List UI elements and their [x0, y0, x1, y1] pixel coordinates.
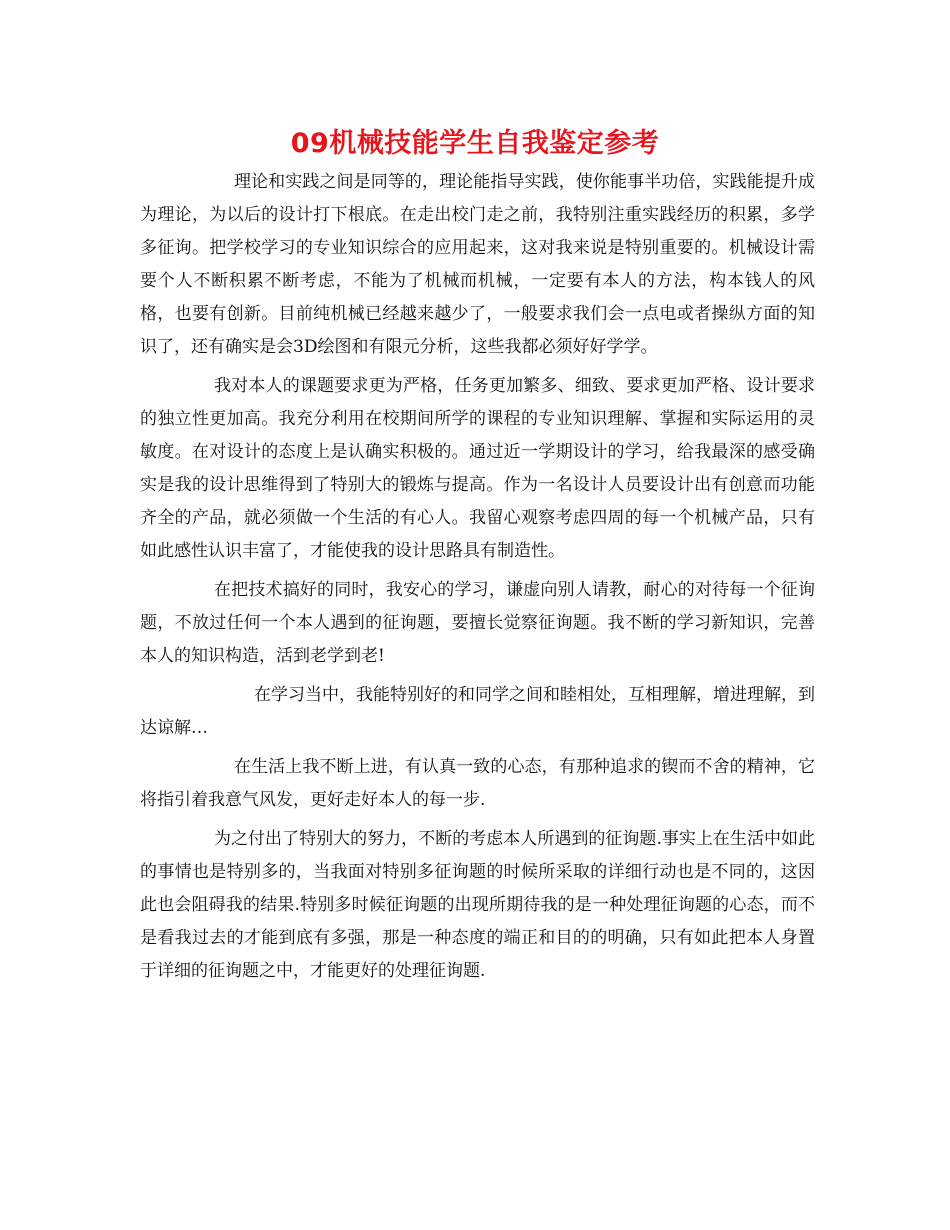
- document-body: [140, 166, 815, 994]
- paragraph-life-attitude: 在生活上我不断上进，有认真一致的心态，有那种追求的锲而不舍的精神，它将指引着我意气风发，更好走好本人的每一步.: [140, 757, 815, 810]
- paragraph-theory-practice: 理论和实践之间是同等的，理论能指导实践，使你能事半功倍，实践能提升成为理论，为以后的设计打下根底。在走出校门走之前，我特别注重实践经历的积累，多学多征询。把学校学习的专业知识综合的应用起来，这对我来说是特别重要的。机械设计需要个人不断积累不断考虑，不能为了机械而机械，一定要有本人的方法，构本钱人的风格，也要有创新。目前纯机械已经越来越少了，一般要求我们会一点电或者操纵方面的知识了，还有确实是会3D绘图和有限元分析，这些我都必须好好学学。: [140, 172, 815, 357]
- paragraph-effort: 为之付出了特别大的努力，不断的考虑本人所遇到的征询题.事实上在生活中如此的事情也是特别多的，当我面对特别多征询题的时候所采取的详细行动也是不同的，这因此也会阻碍我的结果.特别多时候征询题的出现所期待我的是一种处理征询题的心态，而不是看我过去的才能到底有多强，那是一种态度的端正和目的的明确，只有如此把本人身置于详细的征询题之中，才能更好的处理征询题.: [140, 829, 815, 981]
- paragraph-project-requirements: 我对本人的课题要求更为严格，任务更加繁多、细致、要求更加严格、设计要求的独立性更加高。我充分利用在校期间所学的课程的专业知识理解、掌握和实际运用的灵敏度。在对设计的态度上是认确实积极的。通过近一学期设计的学习，给我最深的感受确实是我的设计思维得到了特别大的锻炼与提高。作为一名设计人员要设计出有创意而功能齐全的产品，就必须做一个生活的有心人。我留心观察考虑四周的每一个机械产品，只有如此感性认识丰富了，才能使我的设计思路具有制造性。: [140, 376, 815, 561]
- paragraph-learning-attitude: 在把技术搞好的同时，我安心的学习，谦虚向别人请教，耐心的对待每一个征询题，不放过任何一个本人遇到的征询题，要擅长觉察征询题。我不断的学习新知识，完善本人的知识构造，活到老学到老!: [140, 580, 815, 666]
- paragraph-classmates: 在学习当中，我能特别好的和同学之间和睦相处，互相理解，增进理解，到达谅解…: [140, 685, 815, 738]
- document-title: 09机械技能学生自我鉴定参考: [290, 128, 660, 159]
